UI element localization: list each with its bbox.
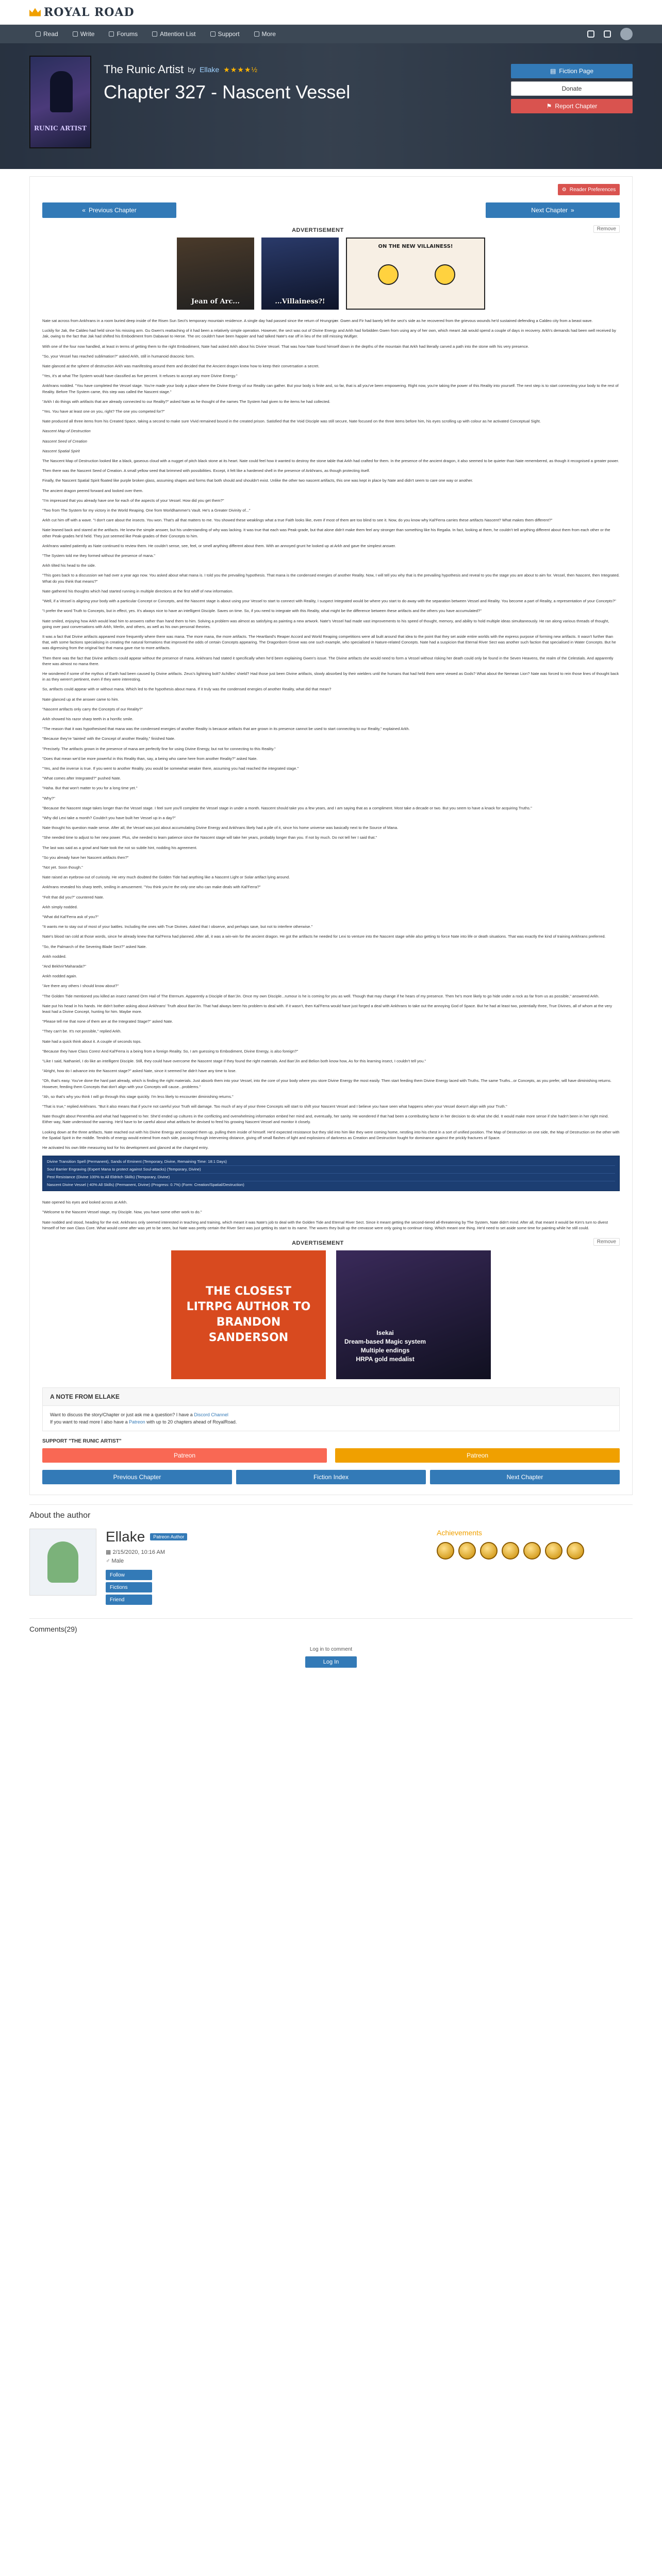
flag-icon: ⚑ [546, 103, 552, 110]
chapter-paragraph: Ankh nodded. [42, 954, 67, 959]
report-chapter-button[interactable]: ⚑ Report Chapter [511, 99, 633, 113]
chapter-paragraph: "Alright, how do I advance into the Nascent stage?" asked Nate, since it seemed he didn't have any time to lose. [42, 1069, 237, 1074]
login-button[interactable]: Log In [305, 1656, 357, 1668]
medal-icon[interactable] [480, 1542, 498, 1560]
chapter-paragraph: "So, the Palmarch of the Severing Blade Sect?" asked Nate. [42, 944, 147, 949]
chapter-paragraph: Nate produced all three items from his Created Space, taking a second to make sure Vivid remained bound in the created prison. Satisfied that the Void Disciple was still secure, Nate focused on the three items before him, his eyes scrolling up with colour as he activated Conceptual Sight. [42, 419, 541, 424]
ad-label: ADVERTISEMENT [292, 1240, 344, 1247]
chapter-paragraph: "Oh, that's easy. You've done the hard part already, which is finding the right materials. Just absorb them into your Vessel, into the core of your body where you store Divine Energy the most easily. Then start feeding them Divine Energy laced with Truths. The same Truths...or Concepts, as you prefer, will have diminishing returns. However, feeding them Concepts that don't align with your Concepts will cause...problems." [42, 1078, 612, 1089]
calendar-icon: ▦ [106, 1549, 113, 1556]
login-message: Log in to comment [309, 1647, 353, 1653]
fiction-title-link[interactable]: The Runic Artist [104, 63, 184, 76]
chapter-paragraph: "This goes back to a discussion we had over a year ago now. You asked about what mana is. I told you the prevailing hypothesis. That mana is the condensed energies of another Reality. Now, I will tell you why that is the prevailing hypothesis and reveal to you the stage you are about to aim for. Vessel, then Nascent, then Integrated. What do you think that means?" [42, 573, 620, 584]
chapter-paragraph: "Does that mean we'd be more powerful in this Reality than, say, a being who came here from another Reality?" asked Nate. [42, 756, 258, 761]
top-navbar [0, 0, 662, 25]
chapter-paragraph: "And Bekhrir'Maharada?" [42, 964, 86, 969]
status-line: Pest Resistance (Divine 100% to All Eldritch Skills) (Temporary, Divine) [47, 1174, 615, 1181]
next-chapter-button-bottom[interactable]: Next Chapter [430, 1470, 620, 1484]
patreon-link[interactable]: Patreon [129, 1419, 145, 1425]
chapter-paragraph: "So, your Vessel has reached sublimation?" asked Arkh, still in humanoid draconic form. [42, 353, 195, 359]
chapter-paragraph: Ankh nodded again. [42, 974, 77, 979]
advertisement-1 [42, 225, 620, 310]
follow-author-button[interactable]: Follow [106, 1570, 152, 1580]
chapter-paragraph: "I prefer the word Truth to Concepts, but in effect, yes. It's always nice to have an intelligent Disciple. Saves on time. So, if you need to integrate with this Reality, what might be the difference between these artifacts and the others you have accumulated?" [42, 608, 482, 614]
comments-title: Comments(29) [29, 1625, 77, 1634]
chapter-paragraph: Nascent Map of Destruction [42, 429, 91, 434]
chapter-paragraph: Nate gathered his thoughts which had started running in multiple directions at the first whiff of new information. [42, 588, 234, 594]
chapter-paragraph: "That is true," replied Ankhrans. "But it also means that if you're not careful your Truth will damage. Too much of any of your three Concepts will start to shift your Nascent Vessel and I believe you have seen what happens when your Vessel doesn't align with your Truth." [42, 1104, 507, 1109]
chapter-paragraph: Nate nodded and stood, heading for the exit. Ankhrans only seemed interested in teaching and training, which meant it was Nate's job to deal with the Golden Tide and Eternal River Sect. Since it meant getting the second-tiered all-threatening by The System, Nate didn't mind. After all, that meant it would be Kim's turn to divest himself of her own Class Core. What would come after was yet to be seen, but Nate was pretty certain the River Sect was just getting its start to its name. The waves they built up the crevasse were only going to continue rising. Which meant one thing. He'd need to set aside some time for painting while he still could. [42, 1219, 608, 1230]
chapter-paragraph: "What comes after Integrated?" pushed Nate. [42, 776, 121, 781]
donate-button[interactable]: Donate [511, 81, 633, 96]
chapter-content-end [42, 1199, 620, 1231]
chapter-content [42, 318, 620, 1150]
ad-panel-comic: ON THE NEW VILLAINESS! [346, 238, 485, 310]
previous-chapter-button-bottom[interactable]: Previous Chapter [42, 1470, 232, 1484]
chapter-paragraph: "Welcome to the Nascent Vessel stage, my Disciple. Now, you have some other work to do." [42, 1210, 202, 1215]
book-icon: ▤ [550, 67, 556, 75]
author-note: A NOTE FROM ELLAKE Want to discuss the story/Chapter or just ask me a question? I have a Discord Channel If you want to read more I also have a Patreon with up to 20 chapters ahead of RoyalRoad. [42, 1387, 620, 1431]
fiction-cover[interactable] [29, 56, 91, 148]
support-title: SUPPORT "THE RUNIC ARTIST" [42, 1438, 122, 1445]
about-title: About the author [29, 1511, 91, 1520]
fiction-index-button[interactable]: Fiction Index [236, 1470, 426, 1484]
chapter-paragraph: "The Golden Tide mentioned you killed an insect named Orm Hail of The Eternum. Apparently a Disciple of Ban'Jin. Once my own Disciple...rumour is he is coming for you as well. Though that may change if he hears of my presence. Then he's more likely to go hide under a rock as far from us as possible," answered Arkh. [42, 993, 600, 998]
chapter-paragraph: The ancient dragon peered forward and looked over them. [42, 488, 143, 493]
comments-section [29, 1618, 633, 1668]
chapter-paragraph: Finally, the Nascent Spatial Spirit floated like purple broken glass, assuming shapes and forms that both should and shouldn't exist. Unlike the other two nascent artifacts, this one was kept in place by Nate and didn't seem to care one way or another. [42, 478, 473, 483]
chapter-paragraph: Nate put his head in his hands. He didn't bother asking about Ankhrans' Truth about Ban'Jin. That had always been his problem to deal with. If it wasn't, then Kal'Ferra would have just forged a deal with Ankhrans to take out the annoying God of Space. But he had at least two, potentially three, True Divines, all of whom at the very least had a Divine Concept, hunting for him. Maybe more. [42, 1003, 613, 1014]
chapter-paragraph: "Well, if a Vessel is aligning your body with a particular Concept or Concepts, and the Nascent stage is about using your Vessel to start to connect with Reality, I suspect Integrated would be where you start to do away with the separation between Vessel and Reality. You become a part of Reality, a representation of your Concepts?" [42, 599, 616, 604]
chapter-paragraph: The Nascent Map of Destruction looked like a black, gaseous cloud with a nugget of pitch black stone at its heart. Nate could feel how it wanted to destroy the stone table that Arkh had crafted for them. In the presence of the ancient dragon, it also seemed to be quieter than Nate remembered, as though it recognised a greater power. [42, 459, 619, 464]
chapter-paragraph: "Yes. You have at least one on you, right? The one you competed for?" [42, 409, 165, 414]
chapter-paragraph: Nate glanced up at the answer came to him. [42, 697, 119, 702]
chapter-paragraph: Nate glanced at the sphere of destruction Arkh was manifesting around them and decided that the Ancient dragon knew how to keep their conversation a secret. [42, 364, 320, 369]
author-avatar[interactable] [29, 1529, 96, 1596]
remove-ad-button[interactable]: Remove [593, 1238, 620, 1246]
main-menu [0, 25, 662, 43]
about-author [29, 1504, 633, 1605]
chapter-paragraph: Nate's blood ran cold at those words, since he already knew that Kal'Ferra had planned. After all, it was a win-win for the ancient dragon. He got the artifacts he needed for Lexi to venture into the Nascent stage while also getting to force Nate into life or death situations. That was exactly the kind of training Ankhrans preferred. [42, 934, 606, 939]
chapter-paragraph: It was a fact that Divine artifacts appeared more frequently where there was mana. The more mana, the more artifacts. The Heartland's Reaper Accord and World Reaping competitions were all built around that idea to the point that they set aside entire worlds with the express purpose of forming new artifacts. It wasn't further than that, with some factions specialising in creating the natural formations that improved the odds of certain Concepts appearing. The Dragonborn Grove was one such example, who specialised in Nature-related Concepts. Nate had a suspicion that Eternal River Sect was another such faction that specialised in Water Concepts. But he was digressing from the original fact that mana gave rise to more artifacts. [42, 634, 616, 651]
emoji-face [435, 264, 455, 285]
author-fictions-button[interactable]: Fictions [106, 1582, 152, 1592]
system-status-box [42, 1156, 620, 1191]
chapter-paragraph: Arkh showed his razor sharp teeth in a horrific smile. [42, 716, 134, 721]
by-label: by [188, 65, 196, 74]
emoji-face [378, 264, 399, 285]
chapter-paragraph: "Nascent artifacts only carry the Concepts of our Reality?" [42, 706, 143, 711]
chapter-paragraph: "Like I said, Nathaniel, I do like an intelligent Disciple. Still, they could have overcome the Nascent stage if they found the right materials. And Ban'Jin and Belion both know how, As for this learning insect, I couldn't tell you." [42, 1059, 426, 1064]
menu-read[interactable]: Read [29, 25, 64, 43]
chapter-paragraph: "Yes, and the inverse is true. If you went to another Reality, you would be somewhat weaker there, assuming you had reached the integrated stage." [42, 766, 299, 771]
chapter-paragraph: Nate sat across from Ankhrans in a room buried deep inside of the Risen Sun Sect's temporary mountain residence. A single day had passed since the return of Hrungnjær. Gwen and Fir had barely left the sect's side as he recovered from the grievous wounds he'd sustained defending a Caldeo city from a beast wave. [42, 318, 593, 323]
chapter-paragraph: Ankhrans nodded. "You have completed the Vessel stage. You're made your body a place where the Divine Energy of our Reality can gather. But your body is finite and, so far, that is all you've been empowering. Right now, you're taking the power of this Reality into yourself. The next step is to start connecting your body to the rest of Reality. Before The System came, this step was called the Nascent stage." [42, 383, 619, 394]
gear-icon: ⚙ [561, 187, 567, 193]
chapter-paragraph: Ankhrans waited patiently as Nate continued to review them. He couldn't sense, see, feel, or smell anything different about them. With an annoyed grunt he looked up at Arkh and gave the simplest answer. [42, 543, 396, 548]
chapter-paragraph: Looking down at the three artifacts, Nate reached out with his Divine Energy and scooped them up, pulling them inside of himself. He'd expected resistance but they slid into him like they were coming home, nestling into his chest in a sort of unified position. The Map of Destruction on one side, the Map of Destruction on the other with the Spatial Spirit in the middle. Tendrils of energy would extend from each side, passing through intervening distance, giving off small flashes of light and explosions of darkness as Creation and Destruction fought for dominance against the prickly fractures of Space. [42, 1129, 620, 1140]
chapter-paragraph: Nate thought about Penenthia and what had happened to her. She'd ended up cultures in the conflicting and overwhelming information embed her mind and, eventually, her sanity. He wondered if that had been a contributing factor in her decision to do what she did. It would make more sense if she hadn't been in her right mind. Either way, Nate understood the warning. He'd have to be careful about what artifacts he devised to feed his growing Nascent Vessel and monitor it closely. [42, 1114, 609, 1125]
previous-chapter-button[interactable]: « Previous Chapter [42, 202, 176, 218]
chapter-paragraph: Then there was the Nascent Seed of Creation. A small yellow seed that brimmed with possibilities. Except, it felt like a hardened shell in the presence of Ankhrans, as though protecting itself. [42, 468, 370, 473]
bell-icon[interactable] [587, 30, 594, 38]
discord-link[interactable]: Discord Channel [194, 1412, 228, 1418]
pencil-icon [73, 31, 78, 37]
chapter-paragraph: "It wants me to stay out of most of your battles. Including the ones with True Divines. Asked that I observe, and perhaps save, but not to interfere otherwise." [42, 924, 313, 929]
chapter-paragraph: "Because they're 'tainted' with the Concept of another Reality," finished Nate. [42, 736, 175, 741]
inbox-icon[interactable] [604, 30, 611, 38]
chapter-paragraph: Luckily for Jak, the Caldeo had held since his missing arm. Gu Gwen's reattaching of it had been a relatively simple operation. However, the sect was out of Divine Energy and Arkh had forbidden Gwen from using any of her own, which meant Jak would spend a couple of days in recovery. Arkh's demands had been well received by Jak, owing to the fact that Jak had shifted his Embodiment from Dabavari to Heroe. The orc couldn't have been happier and had talked Nate's ear off in lieu of the still missing Wulfger. [42, 328, 616, 339]
chapter-paragraph: "Ah, so that's why you think I will go through this stage quickly. I'm less likely to encounter diminishing returns." [42, 1094, 234, 1099]
chapter-paragraph: Arkh tilted his head to the side. [42, 563, 96, 568]
chapter-paragraph: Arkh cut him off with a wave. "I don't care about the insects. You won. That's all that matters to me. You showed these weaklings what a true Faith looks like, even if most of them are too blind to see it. Now, do you know why Kal'Ferra carries these artifacts Nascent? What makes them different?" [42, 518, 553, 523]
menu-forums[interactable]: Forums [103, 25, 144, 43]
chapter-paragraph: "Because the Nascent stage takes longer than the Vessel stage. I feel sure you'll complete the Vessel stage in under a month. Nascent should take you a few years, and I am saying that as a compliment. Most take a decade or two. But you seem to have a knack for acquiring Truths." [42, 805, 532, 810]
chapter-paragraph: He wondered if some of the mythos of Earth had been caused by Divine artifacts. Zeus's lightning bolt? Achilles' shield? Had those just been Divine artifacts, slowly absorbed by their wielders until the humans that had held them were viewed as Gods? What about the Nemean Lion? Nate was forced to rein those lines of thought back in as they weren't pertinent, even if they were interesting. [42, 671, 619, 682]
medal-icon[interactable] [545, 1542, 562, 1560]
book-icon [36, 31, 41, 37]
avatar-figure [47, 1541, 78, 1583]
ad-isekai[interactable]: Isekai Dream-based Magic system Multiple endings HRPA gold medalist [336, 1250, 491, 1379]
crown-icon [29, 8, 41, 16]
list-icon [152, 31, 157, 37]
chapter-paragraph: Then there was the fact that Divine artifacts could appear without the presence of mana. Ankhrans had stated it specifically when he'd been explaining Gwen's issue. The Divine artifacts she would need to form a Vessel without risking her death could only be found in the Seven Heavens, the realm of the Celestials. And apparently there was almost no mana there. [42, 655, 614, 666]
joined-date: 2/15/2020, 10:16 AM [112, 1549, 165, 1556]
chapter-paragraph: "Please tell me that none of them are at the Integrated Stage?" asked Nate. [42, 1019, 173, 1024]
chapter-paragraph: "Precisely. The artifacts grown in the presence of mana are perfectly fine for using Divine Energy, but not for connecting to this Reality." [42, 746, 276, 751]
cover-figure [50, 71, 73, 112]
author-note-header: A NOTE FROM ELLAKE [43, 1388, 619, 1406]
ad-sanderson[interactable]: THE CLOSEST LITRPG AUTHOR TO BRANDON SANDERSON [171, 1250, 326, 1379]
chapter-paragraph: Nascent Seed of Creation [42, 438, 87, 444]
rating-stars: ★★★★½ [223, 65, 258, 74]
ad-panel-villainess: ...Villainess?! [261, 238, 339, 310]
user-area [587, 28, 633, 40]
chapter-paragraph: "Why did Lexi take a month? Couldn't you have built her Vessel up in a day?" [42, 815, 176, 820]
author-link[interactable]: Ellake [200, 65, 220, 74]
menu-more[interactable]: More [248, 25, 282, 43]
achievement-list [437, 1542, 633, 1560]
medal-icon[interactable] [523, 1542, 541, 1560]
bottom-chapter-nav [42, 1470, 620, 1484]
chapter-paragraph: "Haha. But that won't matter to you for a long time yet." [42, 786, 138, 791]
chapter-paragraph: "I'm impressed that you already have one for each of the aspects of your Vessel. How did you get them?" [42, 498, 224, 503]
menu-attention-list[interactable]: Attention List [146, 25, 202, 43]
chapter-paragraph: Arkh simply nodded. [42, 904, 78, 909]
medal-icon[interactable] [502, 1542, 519, 1560]
medal-icon[interactable] [437, 1542, 454, 1560]
remove-ad-button[interactable]: Remove [593, 225, 620, 233]
cover-caption: RUNIC ARTIST [34, 125, 87, 132]
chapter-paragraph: "Because they have Class Cores! And Kal'Ferra is a being from a foreign Reality. So, I am guessing to Embodiment, Divine Energy, is also foreign?" [42, 1048, 299, 1054]
chapter-paragraph: "The System told me they formed without the presence of mana." [42, 553, 155, 558]
author-name: Ellake [106, 1529, 145, 1545]
reader-preferences-button[interactable]: ⚙ Reader Preferences [558, 184, 620, 195]
author-gender: Male [111, 1558, 124, 1565]
support-section [42, 1438, 620, 1463]
menu-write[interactable]: Write [67, 25, 101, 43]
patreon-button-2[interactable]: Patreon [335, 1448, 620, 1463]
chapter-paragraph: So, artifacts could appear with or without mana. Which led to the hypothesis about mana. If it truly was the condensed energies of another Reality, what did that mean? [42, 687, 332, 692]
chapter-paragraph: Nate thought his question made sense. After all, the Vessel was just about accumulating Divine Energy and Ankhrans likely had a pile of it, since his home universe was basically next to the Source of Mana. [42, 825, 399, 831]
chapter-paragraph: Nate raised an eyebrow out of curiosity. He very much doubted the Golden Tide had anything like a Nascent Light or Solar artifact lying around. [42, 875, 290, 880]
patreon-author-badge: Patreon Author [150, 1533, 187, 1540]
chapter-paragraph: He activated his own little measuring tool for his development and glanced at the changed entry. [42, 1145, 209, 1150]
ad-label: ADVERTISEMENT [292, 227, 344, 233]
chevron-right-icon: » [571, 207, 574, 214]
friend-author-button[interactable]: Friend [106, 1595, 152, 1605]
chapter-paragraph: The last was said as a growl and Nate took the not so subtle hint, nodding his agreement. [42, 845, 197, 850]
user-avatar[interactable] [620, 28, 633, 40]
patreon-button[interactable]: Patreon [42, 1448, 327, 1463]
next-chapter-button[interactable]: Next Chapter » [486, 202, 620, 218]
achievements-title: Achievements [437, 1529, 482, 1537]
chapter-paragraph: "The reason that it was hypothesised that mana was the condensed energies of another Reality is because artifacts that are grown in its presence cannot be used to start connecting to our Reality," explained Arkh. [42, 726, 410, 732]
advertisement-2 [42, 1238, 620, 1379]
more-icon [254, 31, 259, 37]
chapter-paragraph: "Why?" [42, 795, 55, 801]
chapter-paragraph: "They can't be. It's not possible," replied Arkh. [42, 1029, 122, 1034]
medal-icon[interactable] [567, 1542, 584, 1560]
menu-support[interactable]: Support [204, 25, 246, 43]
chapter-paragraph: Nate opened his eyes and looked across at Arkh. [42, 1200, 128, 1205]
ad-panel-jean: Jean of Arc... [177, 238, 254, 310]
chapter-paragraph: "Yes, it's at what The System would have classified as five percent. It refuses to accept any more Divine Energy." [42, 374, 238, 379]
chapter-paragraph: Nate leaned back and stared at the artifacts. He knew the simple answer, but his understanding of why was lacking. It was true that each was Peak-grade, but that alone didn't make them feel any stronger than something like his Regalia. In fact, looking at them, he couldn't tell anything different about them from each other or the other Peak-grades he'd held. They just seemed like Peak-grades of their Concepts to him. [42, 528, 610, 538]
chapter-paragraph: Nascent Spatial Spirit [42, 448, 80, 453]
gender-icon: ♂ [106, 1558, 112, 1565]
chapter-paragraph: "She needed time to adjust to her new power. Plus, she needed to learn patience since the Nascent stage will take her years, probably longer than you. If not by much. Do not tell her I said that." [42, 835, 377, 840]
chapter-header [0, 43, 662, 169]
chapter-paragraph: "Are there any others I should know about?" [42, 984, 119, 989]
site-logo[interactable] [29, 6, 135, 19]
medal-icon[interactable] [458, 1542, 476, 1560]
chapter-paragraph: "So you already have her Nascent artifacts then?" [42, 855, 129, 860]
chapter-paragraph: Ankhrans revealed his sharp teeth, smiling in amusement. "You think you're the only one who can make deals with Kal'Ferra?" [42, 885, 261, 890]
chapter-paragraph: Nate smiled, enjoying how Arkh would lead him to answers rather than hand them to him. Solving a problem was almost as satisfying as painting a new artwork. Nate's Vessel had made vast improvements to his speed of thought, memory, and ability to hold multiple ideas simultaneously. He ran along various threads of thought, going over past conversations with Arkh, Merlin, and others, as well as his own personal theories. [42, 618, 609, 629]
chevron-left-icon: « [82, 207, 86, 214]
chapter-paragraph: "Two from The System for my victory in the World Reaping. One from Worldhammer's Vault. He's a Greater Divinity of..." [42, 508, 251, 513]
status-line: Divine Transition Spell (Permanent), Sands of Eminent (Temporary, Divine, Remaining Time: 18:1 Days) [47, 1158, 615, 1166]
fiction-page-button[interactable]: ▤ Fiction Page [511, 64, 633, 78]
ad-image[interactable] [139, 238, 523, 310]
chapter-paragraph: "What did Kal'Ferra ask of you?" [42, 914, 98, 919]
chapter-paragraph: "Felt that did you?" countered Nate. [42, 894, 104, 900]
chapter-paragraph: "Not yet. Soon though." [42, 865, 83, 870]
chapter-title: Chapter 327 - Nascent Vessel [104, 81, 351, 103]
chapter-portlet [29, 176, 633, 1495]
heart-icon [210, 31, 216, 37]
status-line: Soul Barrier Engraving (Expert Mana to protect against Soul-attacks) (Temporary, Divine) [47, 1166, 615, 1174]
chat-icon [109, 31, 114, 37]
logo-text: ROYAL ROAD [44, 5, 135, 19]
chapter-paragraph: With one of the four now handled, at least in terms of getting them to the right Embodiment, Nate had asked Arkh about his Divine Vessel. That was how Nate found himself down in the depths of the mountain that Arkh had literally carved a path into the stone with his very presence. [42, 344, 529, 349]
status-line: Nascent Divine Vessel (-40% All Skills) (Permanent, Divine) (Progress: 0.7%) (Form: Creation/Spatial/Destruction) [47, 1182, 244, 1188]
chapter-paragraph: Nate had a quick think about it. A couple of seconds tops. [42, 1039, 142, 1044]
chapter-paragraph: "Arkh I do things with artifacts that are already connected to our Reality?" asked Nate as he thought of the names The System had given to the items he had collected. [42, 399, 330, 404]
